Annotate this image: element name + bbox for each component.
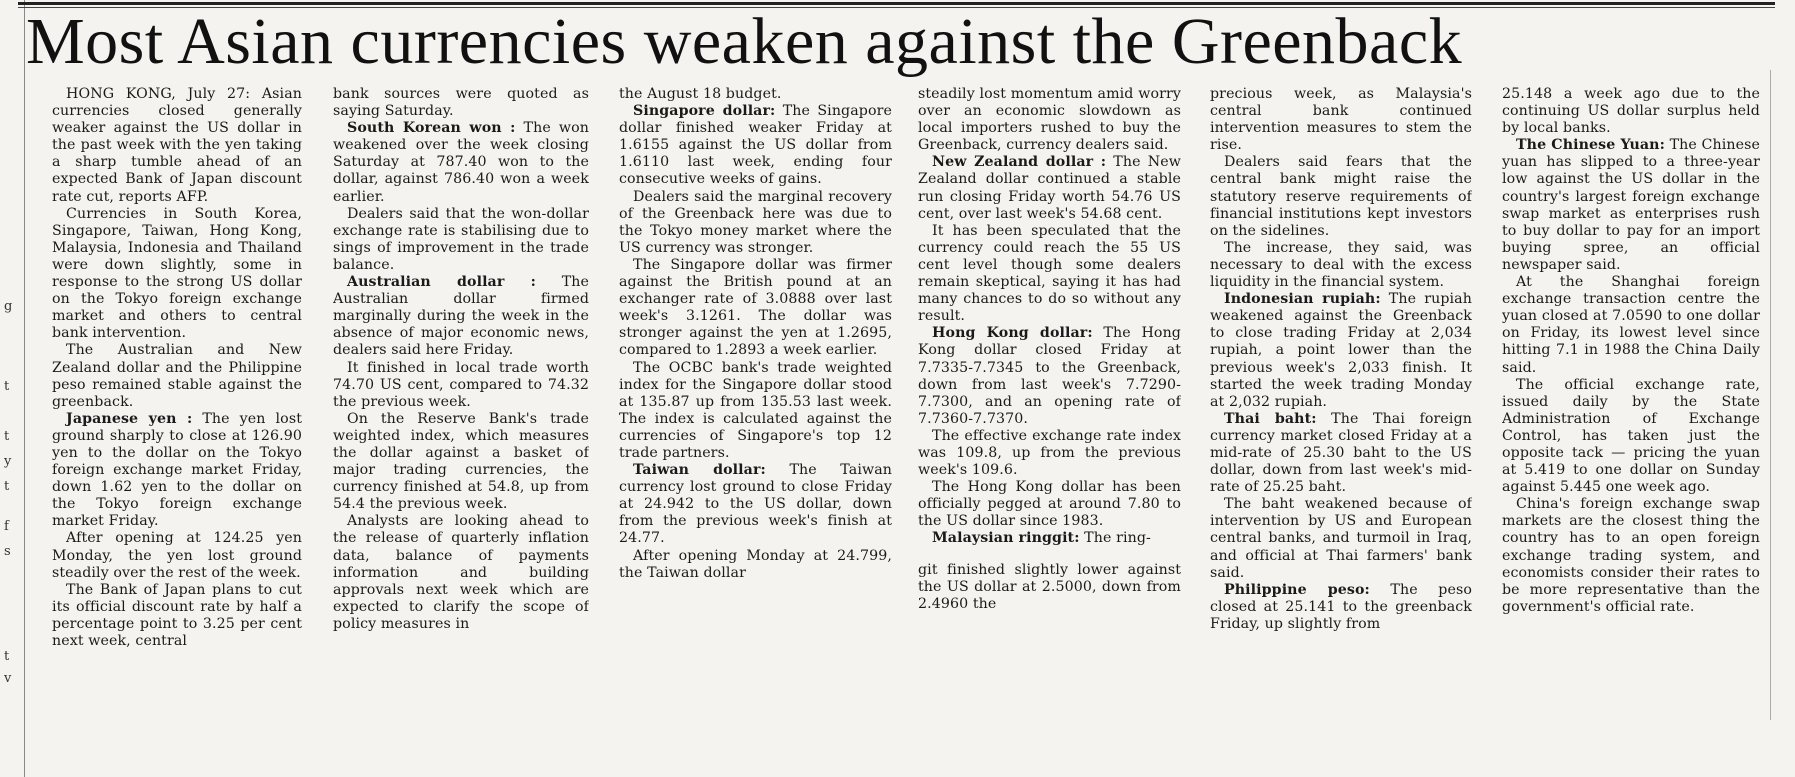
paragraph-text: HONG KONG, July 27: Asian currencies closed generally weaker against the US dollar in the past week with the yen taking a sharp tumble ahead of an expected Bank of Japan discount rate cut, reports AFP. <box>52 86 302 205</box>
article-paragraph <box>333 206 589 274</box>
paragraph-text: Dealers said that the won-dollar exchange rate is stabilising due to sings of improvement in the trade balance. <box>333 205 589 273</box>
article-paragraph <box>918 154 1181 222</box>
paragraph-text: The rupiah weakened against the Greenback to close trading Friday at 2,034 rupiah, a point lower than the previous week's 2,033 finish. It started the week trading Monday at 2,032 rupiah. <box>1210 291 1472 410</box>
column-gap <box>918 548 1181 562</box>
article-paragraph <box>333 86 589 120</box>
subhead: New Zealand dollar : <box>932 154 1107 171</box>
article-column-5 <box>1210 86 1472 726</box>
article-paragraph <box>52 342 302 410</box>
article-paragraph <box>918 428 1181 479</box>
paragraph-text: After opening at 124.25 yen Monday, the yen lost ground steadily over the rest of the week. <box>52 530 302 581</box>
margin-letter: t <box>4 479 10 494</box>
article-paragraph <box>619 548 892 582</box>
paragraph-text: The Australian and New Zealand dollar and the Philippine peso remained stable against the greenback. <box>52 342 302 410</box>
article-paragraph <box>918 562 1181 613</box>
article-paragraph <box>619 189 892 257</box>
paragraph-text: The effective exchange rate index was 109.8, up from the previous week's 109.6. <box>918 427 1181 479</box>
article-paragraph <box>918 479 1181 530</box>
paragraph-text: The Hong Kong dollar has been officially pegged at around 7.80 to the US dollar since 1983. <box>918 479 1181 530</box>
paragraph-text: git finished slightly lower against the US dollar at 2.5000, down from 2.4960 the <box>918 561 1181 612</box>
margin-letter: s <box>4 544 11 559</box>
paragraph-text: The Singapore dollar was firmer against the British pound at an exchanger rate of 3.0888 over last week's 3.1261. The dollar was stronger against the yen at 1.2695, compared to 1.2893 a week earlier. <box>619 256 892 359</box>
paragraph-text: precious week, as Malaysia's central bank continued intervention measures to stem the rise. <box>1210 86 1472 154</box>
margin-letter: t <box>4 649 10 664</box>
article-paragraph <box>1502 137 1760 274</box>
paragraph-text: The Hong Kong dollar closed Friday at 7.7335-7.7345 to the Greenback, down from last week's 7.7290-7.7300, and an opening rate of 7.7360-7.7370. <box>918 325 1181 427</box>
paragraph-text: The Taiwan currency lost ground to close Friday at 24.942 to the US dollar, down from the previous week's finish at 24.77. <box>619 462 892 547</box>
subhead: Philippine peso: <box>1224 581 1370 598</box>
paragraph-text: The Thai foreign currency market closed Friday at a mid-rate of 25.30 baht to the US dollar, down from last week's mid-rate of 25.25 baht. <box>1210 410 1472 496</box>
article-paragraph <box>1210 291 1472 411</box>
article-paragraph <box>1210 496 1472 581</box>
article-paragraph <box>333 411 589 514</box>
subhead: The Chinese Yuan: <box>1516 137 1665 154</box>
paragraph-text: The New Zealand dollar continued a stable run closing Friday worth 54.76 US cent, over last week's 54.68 cent. <box>918 154 1181 222</box>
article-paragraph <box>333 120 589 205</box>
subhead: Australian dollar : <box>347 274 536 291</box>
paragraph-text: The Bank of Japan plans to cut its official discount rate by half a percentage point to 3.25 per cent next week, central <box>52 581 302 649</box>
paragraph-text: The yen lost ground sharply to close at 126.90 yen to the dollar on the Tokyo foreign exchange market Friday, down 1.62 yen to the dollar on the Tokyo foreign exchange market Friday. <box>52 410 302 530</box>
paragraph-text: Dealers said fears that the central bank might raise the statutory reserve requirements of financial institutions kept investors on the sidelines. <box>1210 154 1472 239</box>
subhead: Malaysian ringgit: <box>932 530 1080 547</box>
margin-letter: g <box>4 299 13 314</box>
article-paragraph <box>52 411 302 531</box>
margin-letter: t <box>4 429 10 444</box>
article-paragraph <box>619 462 892 547</box>
paragraph-text: On the Reserve Bank's trade weighted index, which measures the dollar against a basket of major trading currencies, the currency finished at 54.8, up from 54.4 the previous week. <box>333 410 589 513</box>
headline: Most Asian currencies weaken against the Greenback <box>26 5 1463 78</box>
article-paragraph <box>619 103 892 188</box>
article-column-3 <box>619 86 892 726</box>
subhead: South Korean won : <box>347 120 516 137</box>
article-paragraph <box>1502 86 1760 137</box>
paragraph-text: the August 18 budget. <box>619 86 782 102</box>
paragraph-text: The won weakened over the week closing Saturday at 787.40 won to the dollar, against 786.40 won a week earlier. <box>333 120 589 205</box>
paragraph-text: China's foreign exchange swap markets are the closest thing the country has to an open foreign exchange trading system, and economists consider their rates to be more representative than the government's official rate. <box>1502 496 1760 615</box>
paragraph-text: Analysts are looking ahead to the release of quarterly inflation data, balance of payments information and building approvals next week which are expected to clarify the scope of policy measures in <box>333 513 589 632</box>
margin-letter: t <box>4 379 10 394</box>
paragraph-text: The Singapore dollar finished weaker Friday at 1.6155 against the US dollar from 1.6110 last week, ending four consecutive weeks of gains. <box>619 103 892 188</box>
paragraph-text: Dealers said the marginal recovery of the Greenback here was due to the Tokyo money market where the US currency was stronger. <box>619 188 892 256</box>
paragraph-text: 25.148 a week ago due to the continuing US dollar surplus held by local banks. <box>1502 86 1760 137</box>
paragraph-text: The OCBC bank's trade weighted index for the Singapore dollar stood at 135.87 up from 135.53 last week. The index is calculated against the currencies of Singapore's top 12 trade partners. <box>619 359 892 461</box>
margin-letter: y <box>4 454 12 469</box>
article-paragraph <box>333 360 589 411</box>
article-paragraph <box>619 360 892 463</box>
paragraph-text: At the Shanghai foreign exchange transaction centre the yuan closed at 7.0590 to one dollar on Friday, its lowest level since hitting 7.1 in 1988 the China Daily said. <box>1502 274 1760 376</box>
article-column-2 <box>333 86 589 726</box>
article-paragraph <box>52 86 302 206</box>
article-paragraph <box>52 530 302 581</box>
subhead: Taiwan dollar: <box>633 462 766 479</box>
article-paragraph <box>1210 411 1472 496</box>
article-column-1 <box>52 86 302 726</box>
article-paragraph <box>619 257 892 360</box>
article-paragraph <box>918 325 1181 428</box>
article-paragraph <box>52 582 302 650</box>
paragraph-text: steadily lost momentum amid worry over an economic slowdown as local importers rushed to buy the Greenback, currency dealers said. <box>918 86 1181 154</box>
article-column-6 <box>1502 86 1760 726</box>
article-paragraph <box>333 274 589 359</box>
article-column-4 <box>918 86 1181 726</box>
paragraph-text: It finished in local trade worth 74.70 US cent, compared to 74.32 the previous week. <box>333 359 589 410</box>
paragraph-text: It has been speculated that the currency could reach the 55 US cent level though some dealers remain skeptical, saying it has had many chances to do so without any result. <box>918 222 1181 325</box>
paragraph-text: The baht weakened because of intervention by US and European central banks, and turmoil in Iraq, and official at Thai farmers' bank said. <box>1210 496 1472 581</box>
article-paragraph <box>1210 154 1472 239</box>
margin-letter: v <box>4 671 12 686</box>
subhead: Singapore dollar: <box>633 103 776 120</box>
paragraph-text: The ring- <box>1079 530 1151 547</box>
paragraph-text: The Chinese yuan has slipped to a three-year low against the US dollar in the country's largest foreign exchange swap market as enterprises rush to buy dollar to pay for an import buying spree, an official newspaper said. <box>1502 137 1760 273</box>
margin-letter: f <box>4 519 9 534</box>
article-paragraph <box>1502 496 1760 616</box>
subhead: Indonesian rupiah: <box>1224 291 1381 308</box>
article-paragraph <box>1502 377 1760 497</box>
article-paragraph <box>1210 86 1472 154</box>
article-paragraph <box>1210 582 1472 633</box>
paragraph-text: After opening Monday at 24.799, the Taiwan dollar <box>619 547 892 581</box>
article-paragraph <box>1502 274 1760 377</box>
article-paragraph <box>918 530 1181 547</box>
article-paragraph <box>918 223 1181 326</box>
subhead: Japanese yen : <box>66 410 193 427</box>
subhead: Hong Kong dollar: <box>932 325 1093 342</box>
paragraph-text: Currencies in South Korea, Singapore, Taiwan, Hong Kong, Malaysia, Indonesia and Thailand were down slightly, some in response to the strong US dollar on the Tokyo foreign exchange market and others to central bank intervention. <box>52 205 302 342</box>
article-paragraph <box>1210 240 1472 291</box>
paragraph-text: The peso closed at 25.141 to the greenback Friday, up slightly from <box>1210 581 1472 632</box>
article-paragraph <box>333 513 589 633</box>
paragraph-text: The official exchange rate, issued daily by the State Administration of Exchange Control, has taken just the opposite tack — pricing the yuan at 5.419 to one dollar on Sunday against 5.445 one week ago. <box>1502 376 1760 496</box>
article-paragraph <box>619 86 892 103</box>
right-column-rule <box>1770 70 1771 720</box>
subhead: Thai baht: <box>1224 410 1317 427</box>
article-paragraph <box>918 86 1181 154</box>
paragraph-text: The increase, they said, was necessary to deal with the excess liquidity in the financial system. <box>1210 239 1472 291</box>
paragraph-text: bank sources were quoted as saying Saturday. <box>333 86 589 120</box>
article-paragraph <box>52 206 302 343</box>
paragraph-text: The Australian dollar firmed marginally during the week in the absence of major economic news, dealers said here Friday. <box>333 274 589 359</box>
